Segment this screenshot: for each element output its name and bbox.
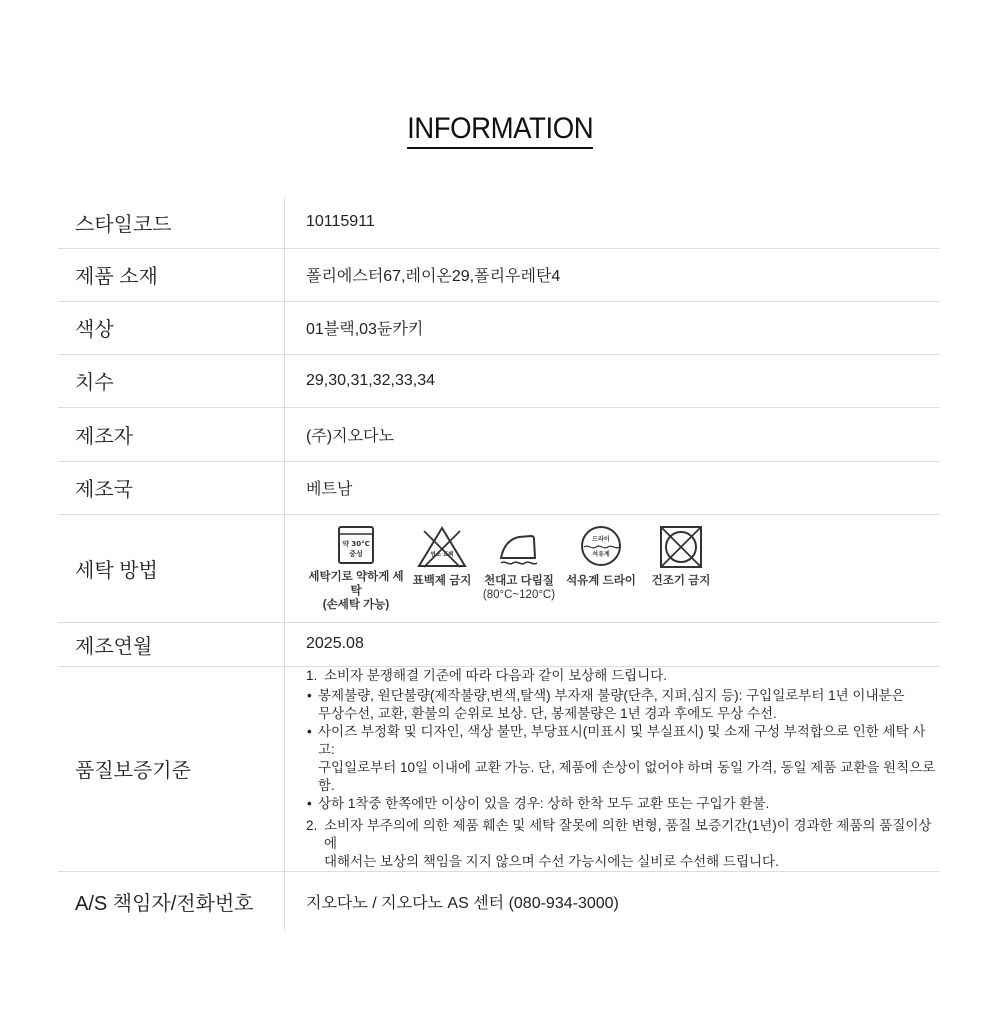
warranty-item-2-line2: 대해서는 보상의 책임을 지지 않으며 수선 가능시에는 실비로 수선해 드립니다. <box>324 853 779 869</box>
warranty-bullets <box>306 687 939 813</box>
product-info-table <box>58 197 939 931</box>
row-style-code <box>58 197 939 248</box>
label-made-date: 제조연월 <box>58 622 285 666</box>
caption-dryclean-1: 석유계 드라이 <box>566 574 636 587</box>
value-style-code: 10115911 <box>285 197 940 248</box>
label-country: 제조국 <box>58 461 285 514</box>
value-made-date: 2025.08 <box>285 622 940 666</box>
iron-icon <box>497 525 541 569</box>
warranty-bullet-2-line2: 구입일로부터 10일 이내에 교환 가능. 단, 제품에 손상이 없어야 하며 동일 가격, 동일 제품 교환을 원칙으로 함. <box>318 759 936 793</box>
warranty-bullet-1-line1: • 봉제불량, 원단불량(제작불량,변색,탈색) 부자재 불량(단추, 지퍼,심지 등): 구입일로부터 1년 이내분은 <box>318 687 905 703</box>
row-size <box>58 354 939 407</box>
label-warranty: 품질보증기준 <box>58 666 285 871</box>
dry-clean-icon <box>579 525 623 569</box>
label-material: 제품 소재 <box>58 248 285 301</box>
bleach-inner-text: 염소 표백 <box>430 551 454 558</box>
care-icons <box>306 525 939 612</box>
row-as <box>58 871 939 931</box>
care-item-iron <box>478 525 560 602</box>
caption-bleach-1: 표백제 금지 <box>412 574 472 587</box>
row-warranty <box>58 666 939 871</box>
page-title: INFORMATION <box>407 112 593 149</box>
value-washing <box>285 514 940 622</box>
dryclean-inner-2: 석유계 <box>592 550 610 558</box>
row-color <box>58 301 939 354</box>
care-item-dryclean <box>560 525 642 588</box>
value-size: 29,30,31,32,33,34 <box>285 354 940 407</box>
warranty-item-1 <box>306 667 939 685</box>
row-country <box>58 461 939 514</box>
label-as: A/S 책임자/전화번호 <box>58 871 285 931</box>
warranty-bullet <box>306 795 939 813</box>
dryclean-inner-1: 드라이 <box>592 535 610 543</box>
warranty-bullet <box>306 687 939 723</box>
warranty-bullet-3-line1: • 상하 1착중 한쪽에만 이상이 있을 경우: 상하 한착 모두 교환 또는 구입가 환불. <box>318 795 770 811</box>
label-size: 치수 <box>58 354 285 407</box>
value-color: 01블랙,03듄카키 <box>285 301 940 354</box>
info-title-wrap <box>0 112 1000 149</box>
wash-neutral-text: 중성 <box>349 549 363 558</box>
warranty-item-2-line1: 소비자 부주의에 의한 제품 훼손 및 세탁 잘못에 의한 변형, 품질 보증기간(1년)이 경과한 제품의 품질이상에 <box>324 817 932 851</box>
warranty-num-2: 2. <box>306 817 318 833</box>
value-warranty <box>285 666 940 871</box>
care-item-wash <box>306 525 406 612</box>
value-country: 베트남 <box>285 461 940 514</box>
row-maker <box>58 407 939 461</box>
caption-wash-1: 세탁기로 약하게 세탁 <box>308 570 404 597</box>
warranty-text <box>306 667 939 871</box>
caption-iron-2: (80°C~120°C) <box>482 588 556 601</box>
label-style-code: 스타일코드 <box>58 197 285 248</box>
warranty-bullet-2-line1: • 사이즈 부정확 및 디자인, 색상 불만, 부당표시(미표시 및 부실표시) 및 소재 구성 부적합으로 인한 세탁 사고: <box>318 723 926 757</box>
value-as: 지오다노 / 지오다노 AS 센터 (080-934-3000) <box>306 894 619 912</box>
no-tumble-dry-icon <box>659 525 703 569</box>
label-color: 색상 <box>58 301 285 354</box>
row-made-date <box>58 622 939 666</box>
caption-wash-2: (손세탁 가능) <box>322 598 390 611</box>
caption-iron-1: 천대고 다림질 <box>484 574 554 587</box>
row-material <box>58 248 939 301</box>
no-bleach-icon <box>416 525 468 569</box>
caption-dryer-1: 건조기 금지 <box>651 574 711 587</box>
label-washing: 세탁 방법 <box>58 514 285 622</box>
wash-machine-30c-icon <box>337 525 375 565</box>
label-maker: 제조자 <box>58 407 285 461</box>
care-item-dryer <box>642 525 720 588</box>
warranty-item-1-text: 소비자 분쟁해결 기준에 따라 다음과 같이 보상해 드립니다. <box>324 667 667 683</box>
wash-temp-text: 약 30°C <box>342 539 370 548</box>
care-item-bleach <box>406 525 478 588</box>
value-material: 폴리에스터67,레이온29,폴리우레탄4 <box>285 248 940 301</box>
warranty-item-2 <box>306 817 939 853</box>
row-washing <box>58 514 939 622</box>
value-maker: (주)지오다노 <box>285 407 940 461</box>
warranty-num-1: 1. <box>306 667 318 683</box>
warranty-bullet-1-line2: 무상수선, 교환, 환불의 순위로 보상. 단, 봉제불량은 1년 경과 후에도 무상 수선. <box>318 705 777 721</box>
warranty-bullet <box>306 723 939 795</box>
